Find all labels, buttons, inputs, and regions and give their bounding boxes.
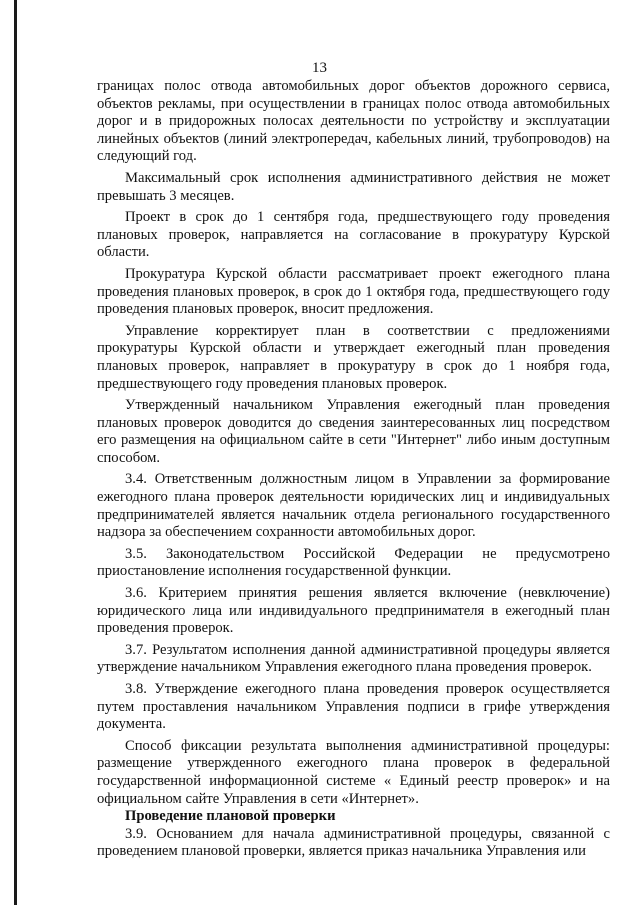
section-heading: Проведение плановой проверки xyxy=(125,808,336,825)
paragraph: Максимальный срок исполнения административного действия не может превышать 3 месяцев. xyxy=(97,169,610,204)
paragraph: Проект в срок до 1 сентября года, предшествующего году проведения плановых проверок, направляется на согласование в прокуратуру Курской области. xyxy=(97,209,610,261)
paragraph: 3.5. Законодательством Российской Федерации не предусмотрено приостановление исполнения государственной функции. xyxy=(97,545,610,580)
paragraph: 3.6. Критерием принятия решения является включение (невключение) юридического лица или индивидуального предпринимателя в ежегодный план проведения проверок. xyxy=(97,585,610,637)
paragraph: Утвержденный начальником Управления ежегодный план проведения плановых проверок доводится до сведения заинтересованных лиц посредством его размещения на официальном сайте в сети "Интернет" либо иным доступным способом. xyxy=(97,397,610,466)
paragraph: 3.4. Ответственным должностным лицом в Управлении за формирование ежегодного плана проверок деятельности юридических лиц и индивидуальных предпринимателей является начальник отдела регионального государственного надзора за обеспечением сохранности автомобильных дорог. xyxy=(97,471,610,541)
paragraph: Прокуратура Курской области рассматривает проект ежегодного плана проведения плановых проверок, в срок до 1 октября года, предшествующего году проведения плановых проверок, вносит предложения. xyxy=(97,265,610,318)
paragraph: 3.9. Основанием для начала административной процедуры, связанной с проведением плановой проверки, является приказ начальника Управления или xyxy=(97,825,610,860)
page-number: 13 xyxy=(312,60,327,76)
paragraph: Способ фиксации результата выполнения административной процедуры: размещение утвержденного ежегодного плана проверок в федеральной государственной информационной системе « Единый реестр проверок» и на официальном сайте Управления в сети «Интернет». xyxy=(97,737,610,807)
paragraph: границах полос отвода автомобильных дорог объектов дорожного сервиса, объектов рекламы, при осуществлении в границах полос отвода автомобильных дорог и в придорожных полосах деятельности по устройству и эксплуатации линейных объектов (линий электропередач, кабельных линий, трубопроводов) на следующий год. xyxy=(97,78,610,165)
page-left-edge xyxy=(14,0,17,905)
paragraph: 3.8. Утверждение ежегодного плана проведения проверок осуществляется путем проставления начальником Управления подписи в грифе утверждения документа. xyxy=(97,681,610,733)
document-body xyxy=(97,78,610,861)
paragraph: Управление корректирует план в соответствии с предложениями прокуратуры Курской области и утверждает ежегодный план проведения плановых проверок, направляет в прокуратуру в срок до 1 ноября года, предшествующего году проведения плановых проверок. xyxy=(97,322,610,392)
paragraph: 3.7. Результатом исполнения данной административной процедуры является утверждение начальником Управления ежегодного плана проведения проверок. xyxy=(97,641,610,676)
